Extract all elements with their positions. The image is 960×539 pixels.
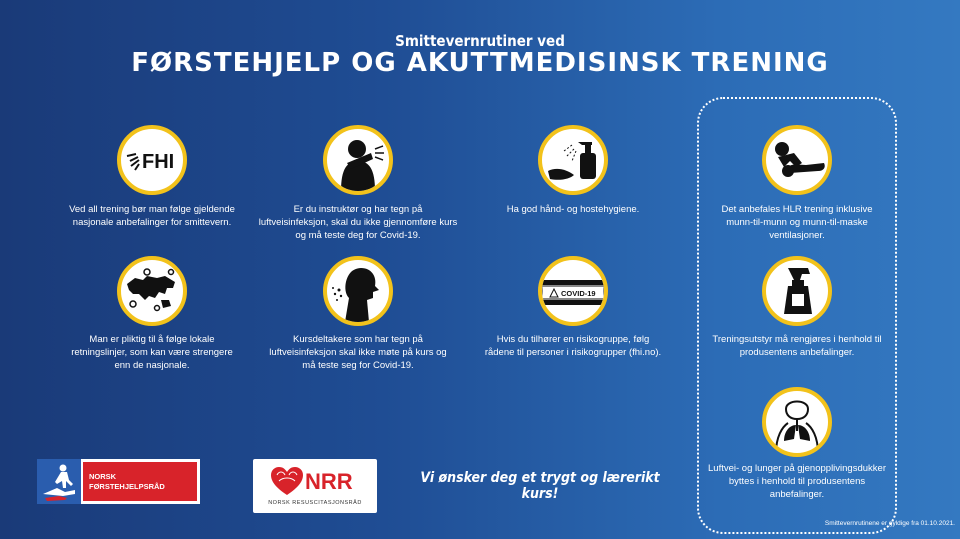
item-text-participants: Kursdeltakere som har tegn på luftveisinfeksjon skal ikke møte på kurs og må teste seg for Covid-19.	[269, 334, 447, 371]
item-text-local-guidelines: Man er pliktig til å følge lokale retningslinjer, som kan være strengere enn de nasjonale.	[71, 334, 233, 371]
spray-bottle-icon	[762, 256, 832, 326]
world-map-virus-icon	[117, 256, 187, 326]
item-text-cpr: Det anbefales HLR trening inklusive munn-til-munn og munn-til-maske ventilasjoner.	[721, 204, 873, 241]
fhi-logo-text: FHI	[142, 151, 175, 173]
sneeze-icon	[323, 256, 393, 326]
item-text-lungs: Luftvei- og lunger på gjenopplivingsdukker byttes i henhold til produsentens anbefalinger.	[708, 463, 886, 500]
lungs-icon	[762, 387, 832, 457]
item-text-hygiene: Ha god hånd- og hostehygiene.	[506, 204, 640, 215]
covid-tape-text: COVID-19	[561, 289, 596, 298]
closing-message: Vi ønsker deg et trygt og lærerikt kurs!	[420, 470, 660, 502]
heart-icon	[271, 467, 303, 497]
cough-icon	[323, 125, 393, 195]
first-aid-figures-icon	[37, 459, 81, 504]
hand-sanitizer-icon	[538, 125, 608, 195]
nrr-logo	[253, 459, 377, 513]
page-subtitle: Smittevernrutiner ved	[395, 32, 565, 50]
validity-footnote: Smittevernrutinene er gyldige fra 01.10.2021.	[824, 520, 955, 527]
nrr-logo-text: NRR	[305, 469, 353, 494]
item-text-fhi: Ved all trening bør man følge gjeldende nasjonale anbefalinger for smittevern.	[69, 204, 235, 228]
page-title: FØRSTEHJELP OG AKUTTMEDISINSK TRENING	[131, 48, 829, 78]
nf-logo-line2: FØRSTEHJELPSRÅD	[89, 481, 165, 491]
cpr-icon	[762, 125, 832, 195]
item-text-risk-group: Hvis du tilhører en risikogruppe, følg rådene til personer i risikogrupper (fhi.no).	[484, 334, 662, 358]
covid-warning-tape-icon	[538, 256, 608, 326]
item-text-instructor: Er du instruktør og har tegn på luftveisinfeksjon, skal du ikke gjennomføre kurs og må teste deg for Covid-19.	[258, 204, 458, 241]
item-text-equipment: Treningsutstyr må rengjøres i henhold til produsentens anbefalinger.	[712, 334, 882, 358]
nf-logo-line1: NORSK	[89, 471, 117, 481]
fhi-logo-icon	[117, 125, 187, 195]
norsk-forstehjelpsrad-logo	[37, 459, 200, 504]
nrr-logo-subtitle: NORSK RESUSCITASJONSRÅD	[268, 500, 362, 506]
